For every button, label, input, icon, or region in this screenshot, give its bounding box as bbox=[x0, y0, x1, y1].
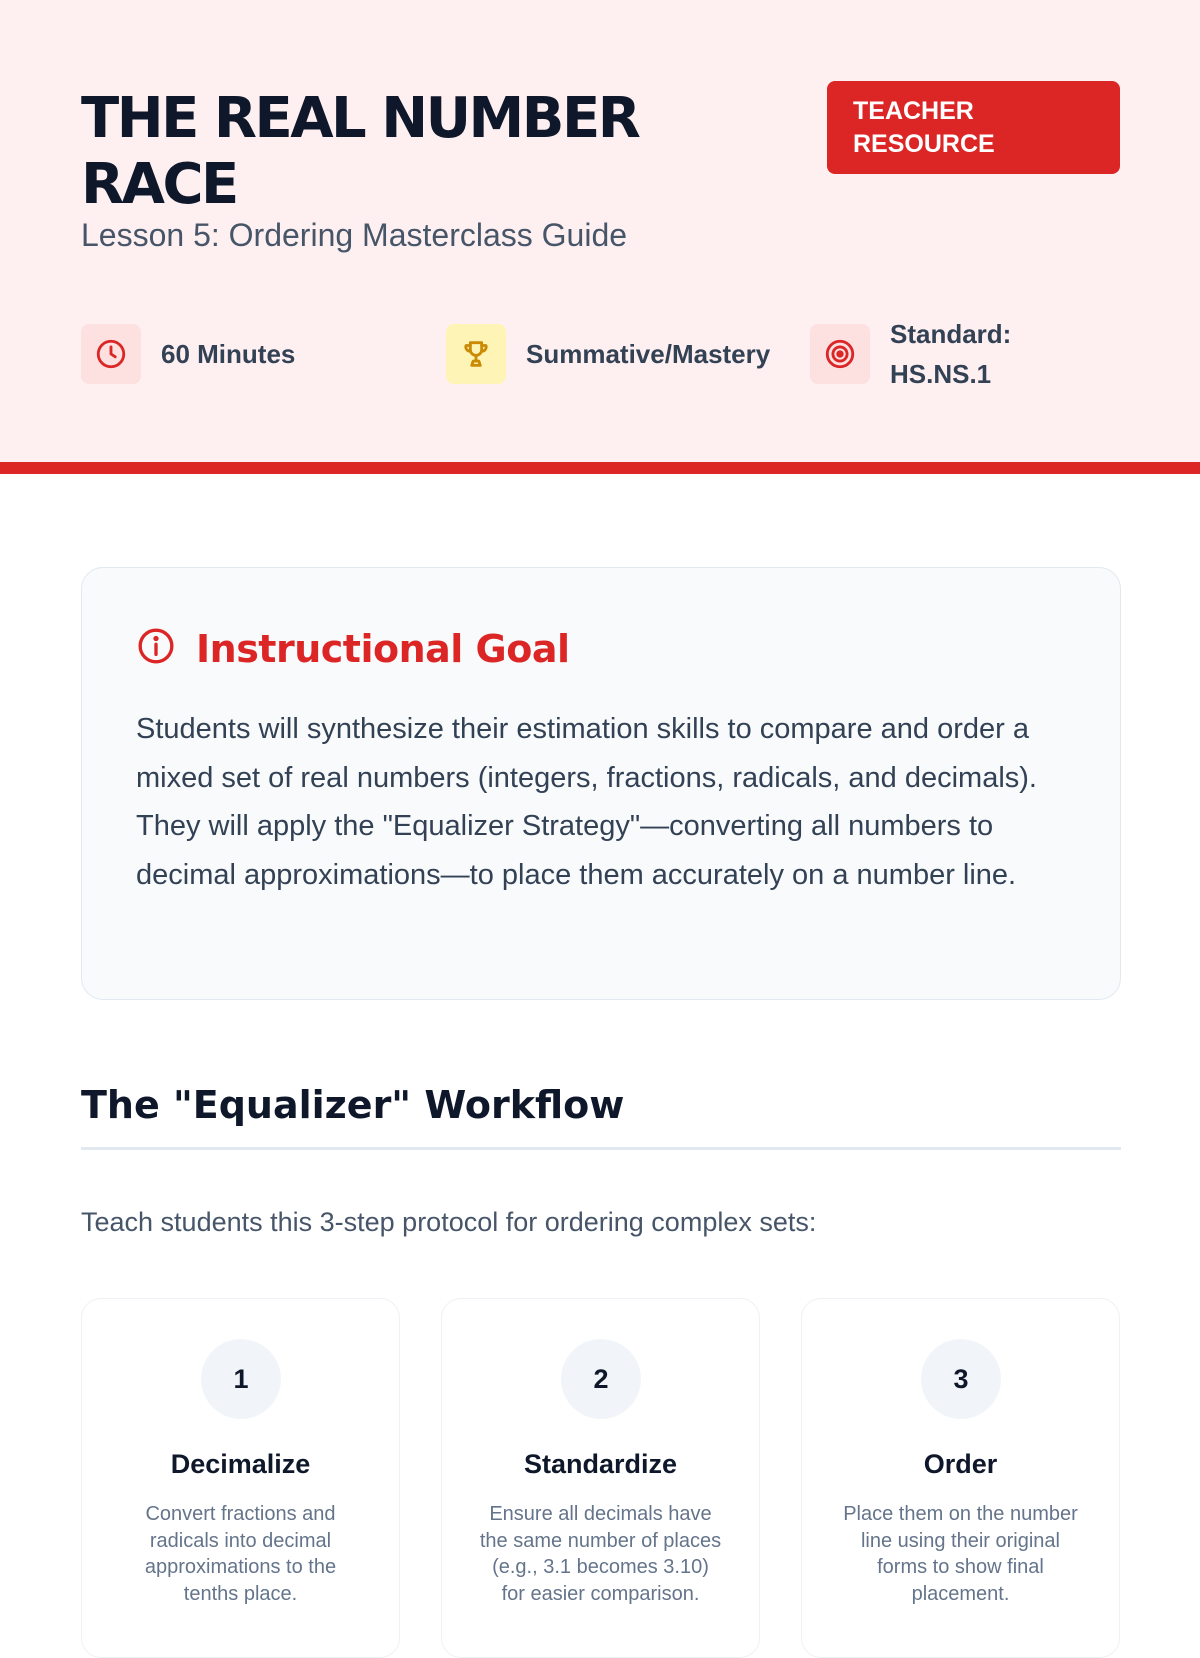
step-number: 3 bbox=[921, 1339, 1001, 1419]
instructional-goal-card bbox=[81, 567, 1121, 1000]
workflow-intro: Teach students this 3-step protocol for ordering complex sets: bbox=[81, 1207, 817, 1237]
meta-duration-text: 60 Minutes bbox=[161, 339, 296, 369]
meta-assessment-text: Summative/Mastery bbox=[526, 339, 771, 369]
goal-header bbox=[136, 626, 570, 671]
meta-assessment bbox=[446, 324, 770, 384]
step-description: Ensure all decimals have the same number of places (e.g., 3.1 becomes 3.10) for easier comparison. bbox=[479, 1503, 722, 1605]
teacher-resource-badge: TEACHER RESOURCE bbox=[827, 81, 1120, 174]
step-card-order bbox=[801, 1298, 1120, 1658]
workflow-title: The "Equalizer" Workflow bbox=[81, 1083, 625, 1127]
step-title: Order bbox=[923, 1449, 998, 1479]
step-number: 1 bbox=[201, 1339, 281, 1419]
step-card-standardize bbox=[441, 1298, 760, 1658]
goal-title: Instructional Goal bbox=[196, 626, 570, 671]
meta-standard-text: Standard: HS.NS.1 bbox=[890, 319, 1012, 389]
page-header bbox=[0, 0, 1200, 474]
meta-standard bbox=[810, 319, 1040, 389]
step-title: Decimalize bbox=[170, 1449, 311, 1479]
info-icon bbox=[136, 626, 176, 671]
step-title: Standardize bbox=[523, 1449, 678, 1479]
clock-icon bbox=[81, 324, 141, 384]
page-title: THE REAL NUMBER RACE bbox=[81, 86, 639, 217]
target-icon bbox=[810, 324, 870, 384]
goal-body: Students will synthesize their estimation skills to compare and order a mixed set of real numbers (integers, fractions, radicals, and decimals). They will apply the "Equalizer Strategy"—converting all numbers to decimal approximations—to place them accurately on a number line. bbox=[136, 713, 1037, 891]
section-divider bbox=[81, 1147, 1121, 1150]
step-number: 2 bbox=[561, 1339, 641, 1419]
step-description: Place them on the number line using their original forms to show final placement. bbox=[843, 1503, 1078, 1605]
page-subtitle: Lesson 5: Ordering Masterclass Guide bbox=[81, 217, 628, 253]
step-description: Convert fractions and radicals into decimal approximations to the tenths place. bbox=[144, 1503, 337, 1605]
step-card-decimalize bbox=[81, 1298, 400, 1658]
meta-duration bbox=[81, 324, 295, 384]
trophy-icon bbox=[446, 324, 506, 384]
